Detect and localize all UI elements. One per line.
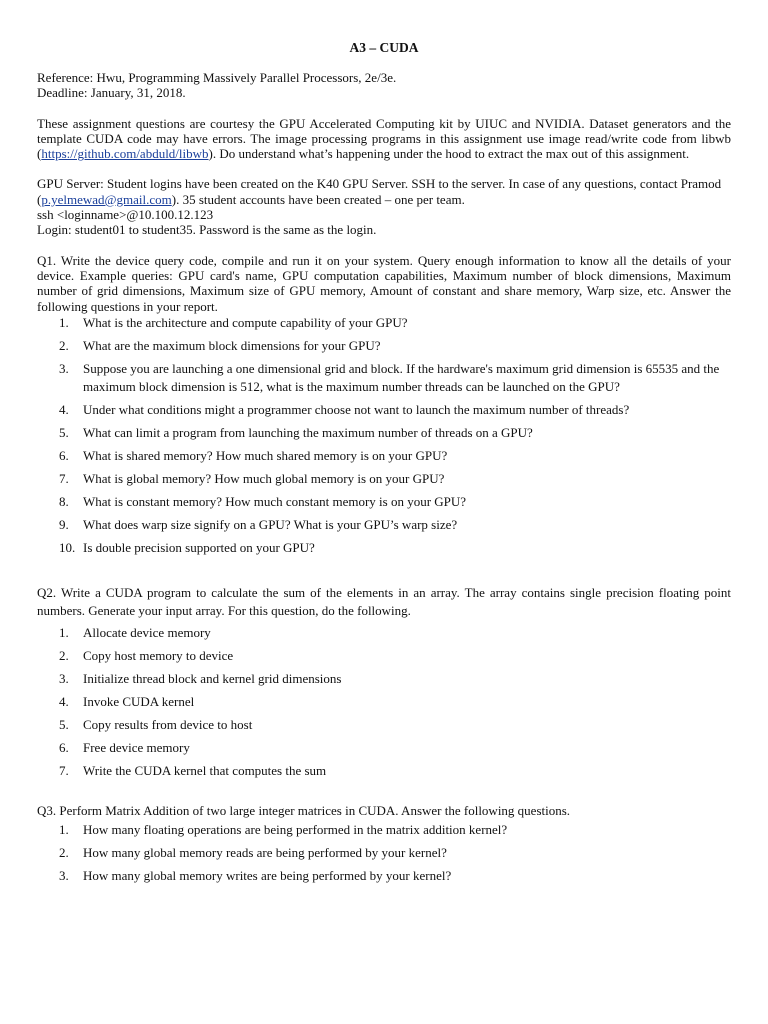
list-item: 3. Suppose you are launching a one dimensional grid and block. If the hardware's maximum grid dimension is 65535 and the maximum block dimension is 512, what is the maximum number threads can be launched on the GPU? [59, 360, 720, 394]
reference-line: Reference: Hwu, Programming Massively Parallel Processors, 2e/3e. [37, 70, 397, 85]
list-item: 5. Copy results from device to host [59, 716, 253, 732]
intro-paragraph [37, 116, 731, 162]
server-text-before: GPU Server: Student logins have been created on the K40 GPU Server. SSH to the server. In case of any questions, contact Pramod ( [37, 176, 722, 207]
q2-step-list [37, 624, 731, 780]
q2-prompt: Q2. Write a CUDA program to calculate the sum of the elements in an array. The array contains single precision floating point numbers. Generate your input array. For this question, do the following. [37, 584, 731, 618]
intro-text-before: These assignment questions are courtesy the GPU Accelerated Computing kit by UIUC and NVIDIA. Dataset generators and the template CUDA code may have errors. The image processing programs in this assignment use image read/write code from libwb ( [37, 115, 731, 162]
list-item: 6. Free device memory [59, 739, 190, 755]
list-item: 10. Is double precision supported on your GPU? [59, 539, 315, 555]
list-item: 3. Initialize thread block and kernel grid dimensions [59, 670, 342, 686]
list-item: 4. Invoke CUDA kernel [59, 693, 195, 709]
q1-prompt: Q1. Write the device query code, compile and run it on your system. Query enough information to know all the details of your device. Example queries: GPU card's name, GPU computation capabilities, Maximum number of block dimensions, Maximum number of grid dimensions, Maximum size of GPU memory, Amount of constant and share memory, Warp size, etc. Answer the following questions in your report. [37, 252, 731, 314]
q3-prompt: Q3. Perform Matrix Addition of two large integer matrices in CUDA. Answer the following questions. [37, 802, 571, 818]
list-item: 5. What can limit a program from launching the maximum number of threads on a GPU? [59, 424, 533, 440]
libwb-link[interactable]: https://github.com/abduld/libwb [41, 146, 209, 162]
list-item: 2. How many global memory reads are being performed by your kernel? [59, 845, 447, 861]
server-text-after: ). 35 student accounts have been created – one per team. [171, 191, 465, 207]
server-paragraph [37, 176, 731, 207]
document-title: A3 – CUDA [349, 40, 419, 55]
list-item: 7. What is global memory? How much global memory is on your GPU? [59, 470, 445, 486]
list-item: 4. Under what conditions might a programmer choose not want to launch the maximum number of threads? [59, 401, 630, 417]
list-item: 6. What is shared memory? How much shared memory is on your GPU? [59, 447, 448, 463]
list-item: 2. What are the maximum block dimensions for your GPU? [59, 337, 381, 353]
ssh-line: ssh <loginname>@10.100.12.123 [37, 207, 214, 223]
deadline-line: Deadline: January, 31, 2018. [37, 85, 186, 101]
list-item: 1. How many floating operations are being performed in the matrix addition kernel? [59, 822, 508, 838]
login-line: Login: student01 to student35. Password is the same as the login. [37, 222, 377, 238]
list-item: 1. What is the architecture and compute capability of your GPU? [59, 314, 408, 330]
list-item: 2. Copy host memory to device [59, 647, 234, 663]
intro-text-after: ). Do understand what’s happening under the hood to extract the max out of this assignment. [208, 146, 690, 162]
q3-question-list [37, 821, 731, 885]
q1-question-list [37, 314, 731, 557]
list-item: 7. Write the CUDA kernel that computes the sum [59, 762, 327, 778]
email-link[interactable]: p.yelmewad@gmail.com [41, 191, 172, 207]
list-item: 9. What does warp size signify on a GPU? What is your GPU’s warp size? [59, 516, 458, 532]
list-item: 1. Allocate device memory [59, 624, 211, 640]
list-item: 8. What is constant memory? How much constant memory is on your GPU? [59, 493, 467, 509]
list-item: 3. How many global memory writes are being performed by your kernel? [59, 868, 452, 884]
